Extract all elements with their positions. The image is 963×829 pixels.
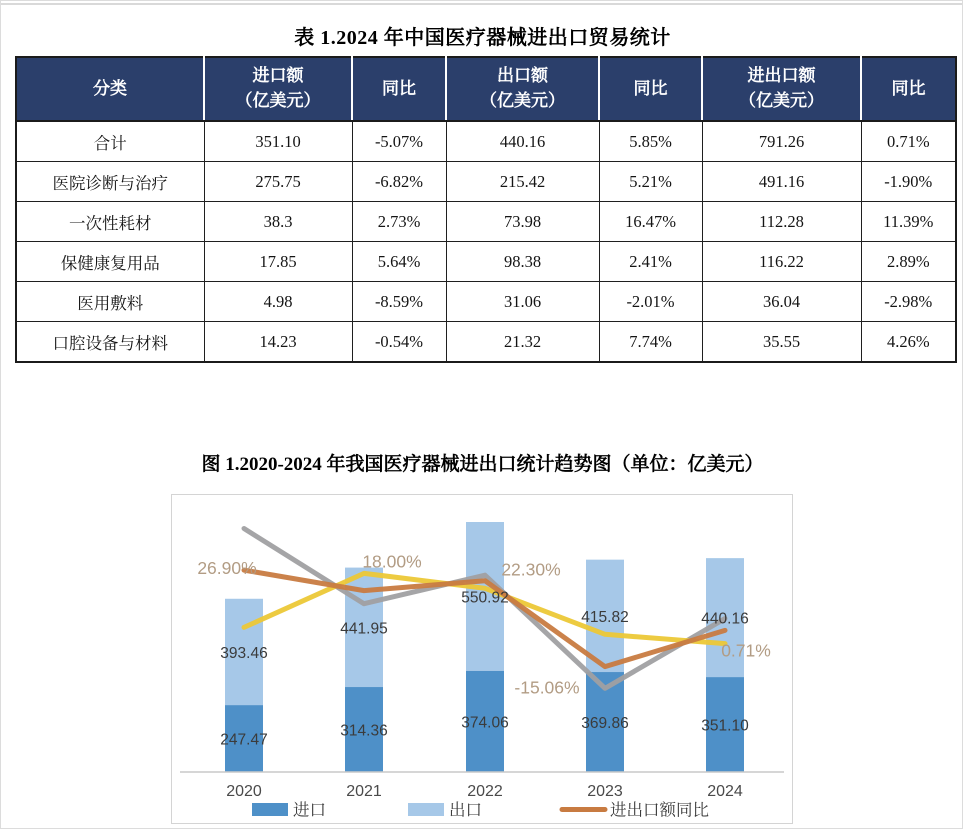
legend-label: 出口 — [449, 801, 482, 820]
column-header: 出口额 （亿美元） — [446, 57, 599, 121]
import-value-label: 369.86 — [581, 715, 629, 733]
table-cell: -2.98% — [861, 282, 956, 322]
table-cell: 医院诊断与治疗 — [16, 162, 204, 202]
table-row — [16, 202, 956, 242]
table-cell: -2.01% — [599, 282, 702, 322]
chart-title: 图 1.2020-2024 年我国医疗器械进出口统计趋势图（单位：亿美元） — [201, 454, 764, 475]
year-label: 2022 — [467, 783, 503, 800]
legend-label: 进口 — [293, 801, 326, 820]
table-cell: 17.85 — [204, 242, 352, 282]
table-cell: 275.75 — [204, 162, 352, 202]
import-value-label: 374.06 — [461, 714, 509, 732]
export-value-label: 441.95 — [340, 620, 388, 638]
table-cell: 38.3 — [204, 202, 352, 242]
table-cell: 5.21% — [599, 162, 702, 202]
table-cell: 0.71% — [861, 121, 956, 162]
table-cell: -0.54% — [352, 322, 446, 363]
table-cell: 5.85% — [599, 121, 702, 162]
table-cell: 保健康复用品 — [16, 242, 204, 282]
table-cell: 36.04 — [702, 282, 861, 322]
table-cell: 2.41% — [599, 242, 702, 282]
export-value-label: 393.46 — [220, 644, 268, 662]
import-value-label: 314.36 — [340, 722, 388, 740]
table-cell: -8.59% — [352, 282, 446, 322]
yoy-percent-label: 26.90% — [197, 558, 257, 579]
table-cell: -1.90% — [861, 162, 956, 202]
table-cell: 4.26% — [861, 322, 956, 363]
table-cell: 491.16 — [702, 162, 861, 202]
column-header: 分类 — [16, 57, 204, 121]
column-header: 进口额 （亿美元） — [204, 57, 352, 121]
import-value-label: 247.47 — [220, 731, 268, 749]
table-cell: 医用敷料 — [16, 282, 204, 322]
table-cell: 5.64% — [352, 242, 446, 282]
yoy-percent-label: 0.71% — [721, 640, 771, 661]
table-row — [16, 282, 956, 322]
table-cell: 35.55 — [702, 322, 861, 363]
table-cell: 21.32 — [446, 322, 599, 363]
table-cell: 73.98 — [446, 202, 599, 242]
table-cell: 一次性耗材 — [16, 202, 204, 242]
table-cell: 16.47% — [599, 202, 702, 242]
table-cell: 31.06 — [446, 282, 599, 322]
table-cell: 口腔设备与材料 — [16, 322, 204, 363]
table-row — [16, 242, 956, 282]
export-value-label: 415.82 — [581, 608, 629, 626]
table-cell: 112.28 — [702, 202, 861, 242]
column-header: 进出口额 （亿美元） — [702, 57, 861, 121]
table-cell: 11.39% — [861, 202, 956, 242]
column-header: 同比 — [599, 57, 702, 121]
table-row — [16, 121, 956, 162]
yoy-percent-label: -15.06% — [514, 677, 580, 698]
table-title: 表 1.2024 年中国医疗器械进出口贸易统计 — [294, 27, 671, 49]
column-header: 同比 — [352, 57, 446, 121]
table-cell: 2.73% — [352, 202, 446, 242]
table-cell: 98.38 — [446, 242, 599, 282]
table-cell: 791.26 — [702, 121, 861, 162]
year-label: 2020 — [226, 783, 262, 800]
table-header — [16, 57, 956, 121]
export-value-label: 550.92 — [461, 589, 509, 607]
table-cell: 合计 — [16, 121, 204, 162]
year-label: 2024 — [707, 783, 743, 800]
table-row — [16, 322, 956, 363]
table-cell: -6.82% — [352, 162, 446, 202]
year-label: 2021 — [346, 783, 382, 800]
table-cell: 440.16 — [446, 121, 599, 162]
table-cell: -5.07% — [352, 121, 446, 162]
yoy-percent-label: 18.00% — [362, 551, 422, 572]
table-cell: 116.22 — [702, 242, 861, 282]
legend-swatch-import — [252, 803, 288, 816]
trend-chart-svg — [172, 495, 792, 823]
trade-statistics-table — [15, 56, 957, 363]
import-value-label: 351.10 — [701, 717, 749, 735]
table-cell: 4.98 — [204, 282, 352, 322]
legend-swatch-export — [408, 803, 444, 816]
yoy-percent-label: 22.30% — [501, 559, 561, 580]
export-value-label: 440.16 — [701, 610, 749, 628]
table-row — [16, 162, 956, 202]
legend-label: 进出口额同比 — [610, 801, 709, 820]
column-header: 同比 — [861, 57, 956, 121]
table-cell: 14.23 — [204, 322, 352, 363]
table-cell: 7.74% — [599, 322, 702, 363]
table-body — [16, 121, 956, 362]
table-cell: 2.89% — [861, 242, 956, 282]
table-header-row — [16, 57, 956, 121]
year-label: 2023 — [587, 783, 623, 800]
table-cell: 351.10 — [204, 121, 352, 162]
trend-chart — [171, 494, 793, 824]
table-cell: 215.42 — [446, 162, 599, 202]
